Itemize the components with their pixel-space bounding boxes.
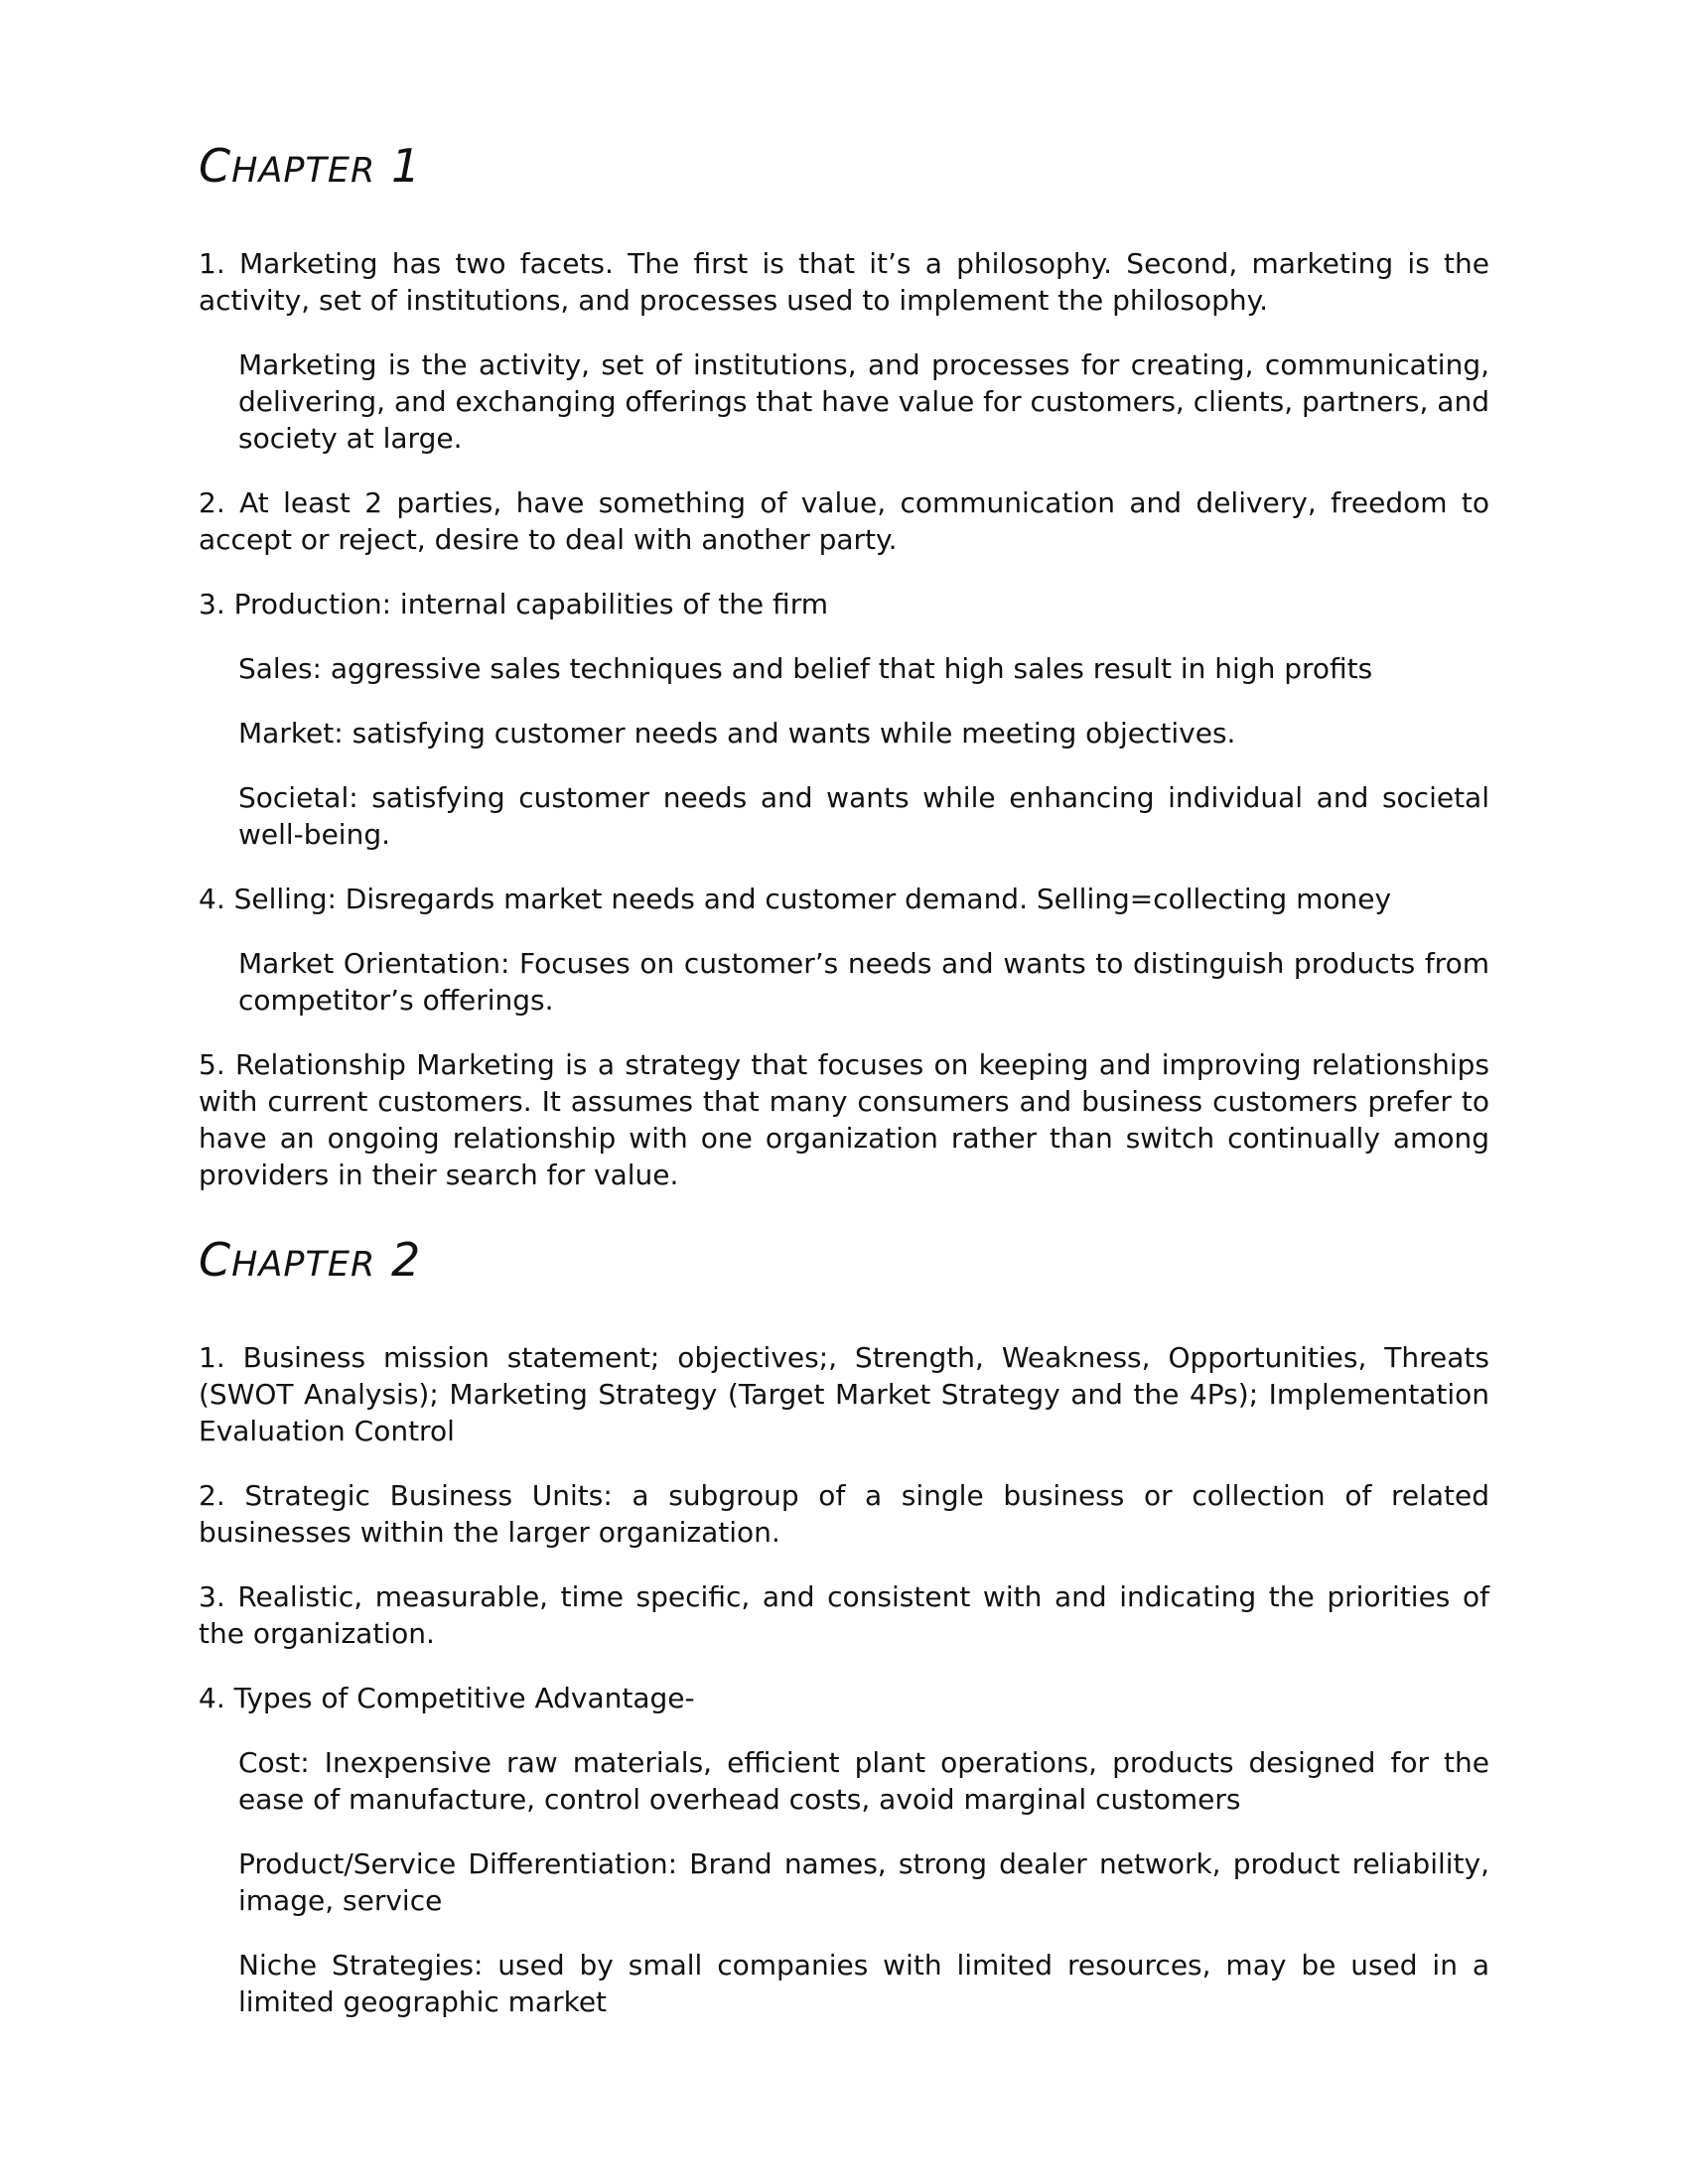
document-page <box>199 119 1489 2048</box>
chapter-heading <box>199 1233 1489 1288</box>
indented-paragraph: Product/Service Differentiation: Brand names, strong dealer network, product reliability, image, service <box>238 1847 1489 1918</box>
heading-initial: C <box>199 1233 232 1288</box>
indented-paragraph: Marketing is the activity, set of institutions, and processes for creating, communicating, delivering, and exchanging offerings that have value for customers, clients, partners, and society at large. <box>238 348 1489 456</box>
heading-word: HAPTER <box>231 1245 376 1286</box>
indented-paragraph: Niche Strategies: used by small companies with limited resources, may be used in a limited geographic market <box>238 1949 1489 2019</box>
numbered-paragraph: 1. Business mission statement; objectives;, Strength, Weakness, Opportunities, Threats (SWOT Analysis); Marketing Strategy (Target Market Strategy and the 4Ps); Implementation Evaluation Control <box>199 1341 1489 1448</box>
chapter-body <box>199 1339 1489 2020</box>
chapter-1 <box>199 139 1489 1193</box>
indented-paragraph: Cost: Inexpensive raw materials, efficient plant operations, products designed for the ease of manufacture, control overhead costs, avoid marginal customers <box>238 1746 1489 1817</box>
chapter-2 <box>199 1233 1489 2020</box>
numbered-paragraph: 2. Strategic Business Units: a subgroup of a single business or collection of related businesses within the larger organization. <box>199 1479 1489 1550</box>
chapter-heading <box>199 139 1489 194</box>
indented-paragraph: Sales: aggressive sales techniques and belief that high sales result in high profits <box>238 652 1373 686</box>
indented-paragraph: Market: satisfying customer needs and wants while meeting objectives. <box>238 717 1236 751</box>
numbered-paragraph: 3. Realistic, measurable, time specific, and consistent with and indicating the priorities of the organization. <box>199 1580 1489 1651</box>
chapter-body <box>199 245 1489 1193</box>
numbered-paragraph: 5. Relationship Marketing is a strategy that focuses on keeping and improving relationships with current customers. It assumes that many consumers and business customers prefer to have an ongoing relationship with one organization rather than switch continually among providers in their search for value. <box>199 1048 1489 1192</box>
indented-paragraph: Societal: satisfying customer needs and wants while enhancing individual and societal well-being. <box>238 781 1489 852</box>
heading-number: 2 <box>390 1233 422 1288</box>
numbered-paragraph: 1. Marketing has two facets. The first is that it’s a philosophy. Second, marketing is the activity, set of institutions, and processes used to implement the philosophy. <box>199 247 1489 318</box>
numbered-paragraph: 4. Selling: Disregards market needs and customer demand. Selling=collecting money <box>199 883 1392 916</box>
numbered-paragraph: 3. Production: internal capabilities of the firm <box>199 588 828 621</box>
numbered-paragraph: 2. At least 2 parties, have something of value, communication and delivery, freedom to accept or reject, desire to deal with another party. <box>199 486 1489 557</box>
indented-paragraph: Market Orientation: Focuses on customer’s needs and wants to distinguish products from competitor’s offerings. <box>238 947 1489 1018</box>
numbered-paragraph: 4. Types of Competitive Advantage- <box>199 1682 695 1715</box>
heading-word: HAPTER <box>231 151 376 191</box>
heading-initial: C <box>199 139 232 193</box>
heading-number: 1 <box>390 139 422 193</box>
